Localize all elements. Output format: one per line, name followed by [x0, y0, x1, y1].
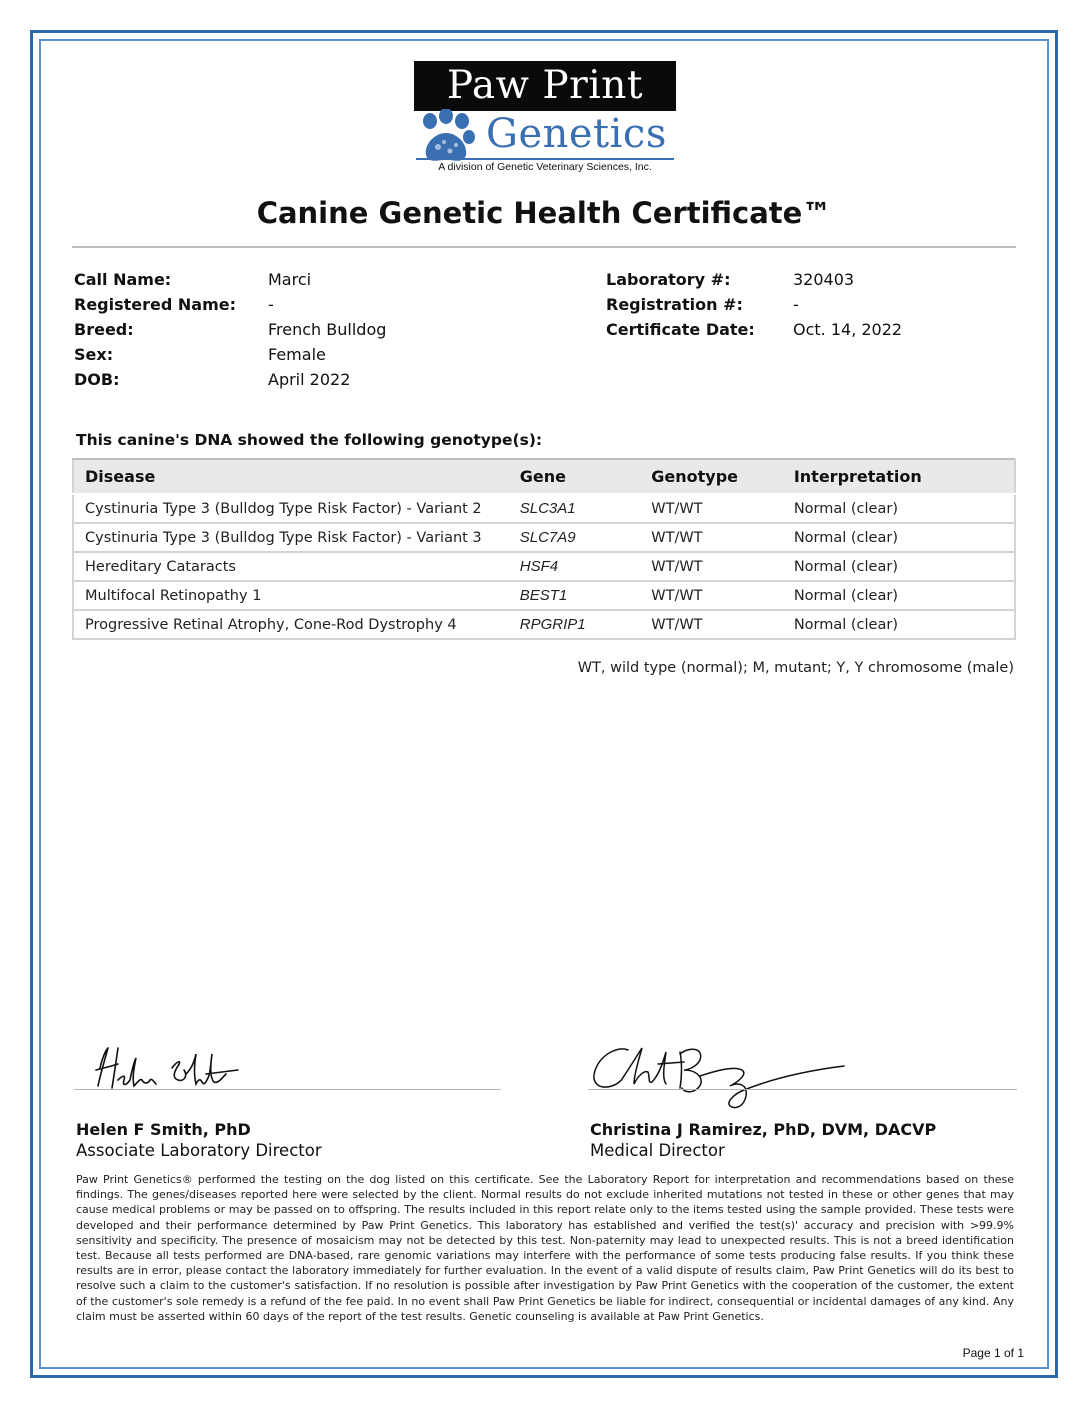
- right-signature-line: [588, 1089, 1017, 1090]
- registration-number-label: Registration #:: [606, 295, 743, 314]
- dog-info-labels-right: [606, 267, 786, 342]
- interpretation-cell: Normal (clear): [783, 523, 1015, 552]
- gene-cell: SLC7A9: [509, 523, 641, 552]
- legal-disclaimer: Paw Print Genetics® performed the testing on the dog listed on this certificate. See the Laboratory Report for interpretation and recommendations based on these findings. The genes/diseases reported here were selected by the client. Normal results do not exclude inherited mutations not tested in these or other genes that may cause medical problems or may be passed on to offspring. The results included in this report relate only to the items tested using the sample provided. These tests were developed and their performance determined by Paw Print Genetics. This laboratory has established and verified the test(s)' accuracy and precision with >99.9% sensitivity and specificity. The presence of mosaicism may not be detected by this test. Non-paternity may lead to unexpected results. This is not a breed identification test. Because all tests performed are DNA-based, rare genomic variations may interfere with the performance of some tests producing false results. If you think these results are in error, please contact the laboratory immediately for further evaluation. In the event of a valid dispute of results claim, Paw Print Genetics will do its best to resolve such a claim to the customer's satisfaction. If no resolution is possible after investigation by Paw Print Genetics with the cooperation of the customer, the extent of the customer's sole remedy is a refund of the fee paid. In no event shall Paw Print Genetics be liable for indirect, consequential or incidental damages of any kind. Any claim must be asserted within 60 days of the report of the test results. Genetic counseling is available at Paw Print Genetics.: [76, 1173, 1014, 1323]
- breed-value: French Bulldog: [268, 320, 387, 339]
- logo-bottom-text: Genetics: [486, 111, 667, 157]
- gene-cell: RPGRIP1: [509, 610, 641, 639]
- title-divider: [72, 246, 1016, 248]
- dog-info-labels-left: [74, 267, 254, 392]
- disease-cell: Multifocal Retinopathy 1: [73, 581, 509, 610]
- gene-cell: SLC3A1: [509, 494, 641, 523]
- genotype-table: [72, 458, 1016, 640]
- genotype-cell: WT/WT: [640, 494, 783, 523]
- helen-smith-signature: [88, 1040, 248, 1096]
- column-header-genotype: Genotype: [640, 459, 783, 494]
- column-header-interpretation: Interpretation: [783, 459, 1015, 494]
- registration-number-value: -: [793, 295, 799, 314]
- interpretation-cell: Normal (clear): [783, 610, 1015, 639]
- column-header-gene: Gene: [509, 459, 641, 494]
- sex-label: Sex:: [74, 345, 114, 364]
- interpretation-cell: Normal (clear): [783, 552, 1015, 581]
- breed-label: Breed:: [74, 320, 134, 339]
- gene-cell: BEST1: [509, 581, 641, 610]
- table-row: [73, 610, 1015, 639]
- lab-number-value: 320403: [793, 270, 855, 289]
- certificate-border-inner: [39, 39, 1049, 1369]
- genotype-cell: WT/WT: [640, 610, 783, 639]
- left-signature-line: [74, 1089, 501, 1090]
- sex-value: Female: [268, 345, 326, 364]
- registered-name-value: -: [268, 295, 274, 314]
- dog-info-values-right: [793, 267, 993, 342]
- dob-label: DOB:: [74, 370, 120, 389]
- disease-cell: Progressive Retinal Atrophy, Cone-Rod Dystrophy 4: [73, 610, 509, 639]
- disease-cell: Cystinuria Type 3 (Bulldog Type Risk Factor) - Variant 2: [73, 494, 509, 523]
- certificate-date-value: Oct. 14, 2022: [793, 320, 903, 339]
- table-row: [73, 552, 1015, 581]
- genotype-cell: WT/WT: [640, 581, 783, 610]
- table-row: [73, 494, 1015, 523]
- disease-cell: Cystinuria Type 3 (Bulldog Type Risk Factor) - Variant 3: [73, 523, 509, 552]
- table-row: [73, 523, 1015, 552]
- paw-print-genetics-logo: [414, 61, 676, 179]
- genotype-cell: WT/WT: [640, 523, 783, 552]
- call-name-label: Call Name:: [74, 270, 172, 289]
- logo-top-text: Paw Print: [414, 61, 676, 111]
- certificate-title: Canine Genetic Health Certificate™: [256, 196, 832, 230]
- christina-ramirez-signature: [588, 1036, 850, 1112]
- disease-cell: Hereditary Cataracts: [73, 552, 509, 581]
- table-row: [73, 581, 1015, 610]
- logo-division-text: A division of Genetic Veterinary Sciences, Inc.: [438, 161, 652, 173]
- column-header-disease: Disease: [73, 459, 509, 494]
- genotype-cell: WT/WT: [640, 552, 783, 581]
- logo-divider: [416, 158, 674, 160]
- lab-number-label: Laboratory #:: [606, 270, 731, 289]
- certificate-date-label: Certificate Date:: [606, 320, 755, 339]
- call-name-value: Marci: [268, 270, 312, 289]
- right-signatory-title: Medical Director: [590, 1141, 725, 1160]
- left-signatory-name: Helen F Smith, PhD: [76, 1120, 251, 1139]
- left-signatory-title: Associate Laboratory Director: [76, 1141, 322, 1160]
- table-header-row: [73, 459, 1015, 494]
- gene-cell: HSF4: [509, 552, 641, 581]
- genotype-legend: WT, wild type (normal); M, mutant; Y, Y chromosome (male): [577, 660, 1014, 676]
- interpretation-cell: Normal (clear): [783, 581, 1015, 610]
- interpretation-cell: Normal (clear): [783, 494, 1015, 523]
- genotype-section-heading: This canine's DNA showed the following genotype(s):: [76, 431, 543, 449]
- dog-info-values-left: [268, 267, 528, 392]
- dob-value: April 2022: [268, 370, 351, 389]
- registered-name-label: Registered Name:: [74, 295, 237, 314]
- page-number: Page 1 of 1: [962, 1346, 1024, 1360]
- right-signatory-name: Christina J Ramirez, PhD, DVM, DACVP: [590, 1120, 937, 1139]
